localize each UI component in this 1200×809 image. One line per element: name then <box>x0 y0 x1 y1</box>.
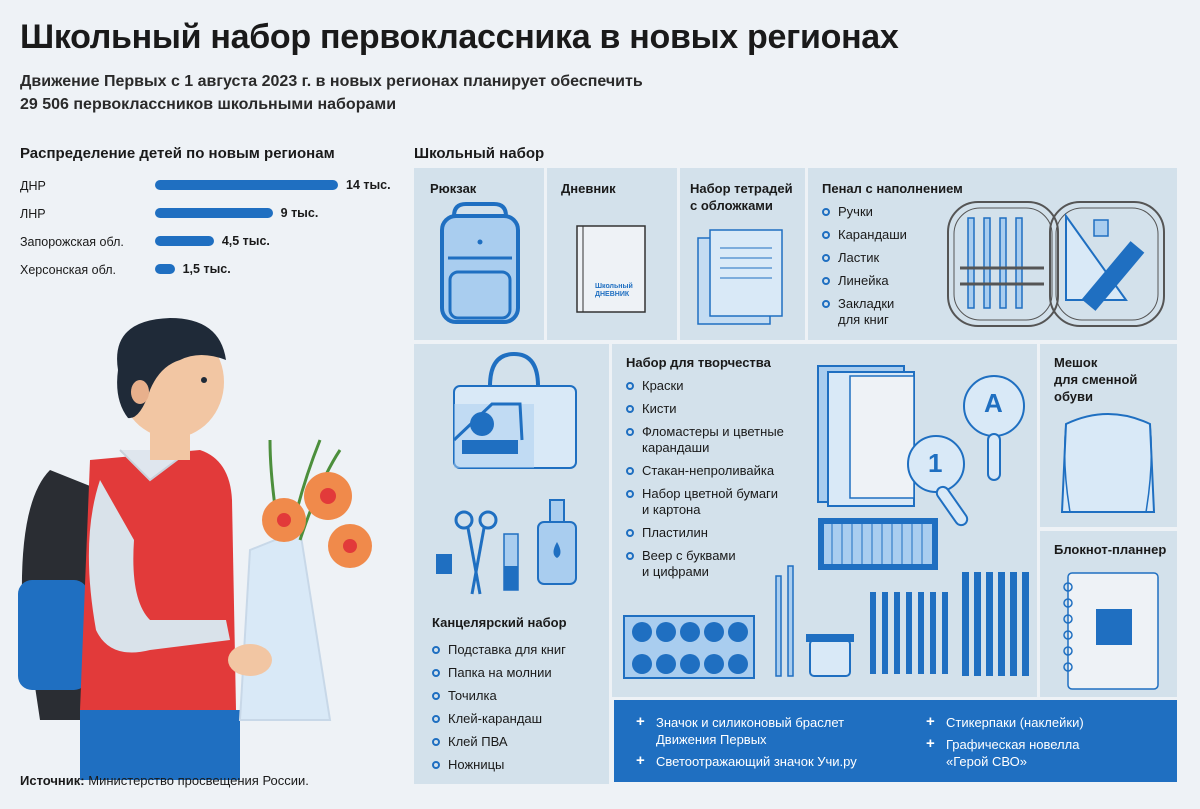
list-item: Подставка для книг <box>432 642 566 658</box>
list-item: Клей-карандаш <box>432 711 566 727</box>
shoe-bag-label-3: обуви <box>1054 389 1094 404</box>
list-item: Ластик <box>822 250 907 266</box>
list-item: Краски <box>626 378 784 394</box>
extra-item-3 <box>926 714 1084 731</box>
region-value: 9 тыс. <box>280 206 319 220</box>
diary-label: Дневник <box>561 181 616 196</box>
extra-item-1-line-2: Движения Первых <box>656 732 767 747</box>
list-item: Кисти <box>626 401 784 417</box>
source-label: Источник: <box>20 773 85 788</box>
list-item: Ручки <box>822 204 907 220</box>
plus-icon: + <box>926 735 935 752</box>
list-item: Закладки для книг <box>822 296 907 328</box>
diary-icon <box>547 168 677 340</box>
boy-with-flowers-illustration <box>0 300 400 780</box>
notebooks-label-2: с обложками <box>690 198 773 213</box>
diary-cover-line-1: Школьный <box>595 283 633 290</box>
region-bar <box>155 236 214 246</box>
card-planner <box>1040 531 1177 697</box>
region-bar-row <box>20 179 410 193</box>
backpack-label: Рюкзак <box>430 181 477 196</box>
extra-item-2-text: Светоотражающий значок Учи.ру <box>656 754 857 769</box>
kit-title: Школьный набор <box>414 145 545 162</box>
region-label: Херсонская обл. <box>20 263 116 277</box>
region-bar-row <box>20 207 410 221</box>
pencil-case-title: Пенал с наполнением <box>822 181 963 196</box>
region-bar <box>155 208 273 218</box>
subtitle-line-1: Движение Первых с 1 августа 2023 г. в новых регионах планирует обеспечить <box>20 73 643 90</box>
shoe-bag-label-2: для сменной <box>1054 372 1138 387</box>
page-subtitle <box>20 70 643 116</box>
stationery-icon <box>414 344 609 604</box>
card-notebooks <box>680 168 805 340</box>
shoe-bag-label-1: Мешок <box>1054 355 1098 370</box>
card-shoe-bag <box>1040 344 1177 527</box>
notebooks-icon <box>680 168 805 340</box>
extras-panel <box>614 700 1177 782</box>
list-item: Набор цветной бумаги и картона <box>626 486 784 518</box>
region-bar <box>155 180 338 190</box>
plus-icon: + <box>926 713 935 730</box>
subtitle-line-2: 29 506 первоклассников школьными наборами <box>20 96 397 113</box>
list-item: Линейка <box>822 273 907 289</box>
card-pencil-case <box>808 168 1177 340</box>
list-item: Ножницы <box>432 757 566 773</box>
page-title: Школьный набор первоклассника в новых регионах <box>20 18 899 56</box>
extra-item-2 <box>636 753 857 770</box>
region-value: 1,5 тыс. <box>182 262 231 276</box>
extra-item-3-text: Стикерпаки (наклейки) <box>946 715 1084 730</box>
planner-icon <box>1040 531 1177 697</box>
list-item: Карандаши <box>822 227 907 243</box>
source-text: Министерство просвещения России. <box>84 773 309 788</box>
extra-item-4-line-1: Графическая новелла <box>946 737 1080 752</box>
distribution-title: Распределение детей по новым регионам <box>20 145 335 162</box>
plus-icon: + <box>636 713 645 730</box>
pencil-case-icon <box>808 168 1177 340</box>
list-item: Веер с буквами и цифрами <box>626 548 784 580</box>
backpack-icon <box>414 168 544 340</box>
creativity-title: Набор для творчества <box>626 355 771 370</box>
creativity-icon <box>612 344 1037 697</box>
list-item: Стакан-непроливайка <box>626 463 784 479</box>
list-item: Клей ПВА <box>432 734 566 750</box>
card-stationery <box>414 344 609 784</box>
notebooks-label-1: Набор тетрадей <box>690 181 793 196</box>
region-label: ЛНР <box>20 207 46 221</box>
list-item: Пластилин <box>626 525 784 541</box>
extra-item-1-line-1: Значок и силиконовый браслет <box>656 715 845 730</box>
card-creativity <box>612 344 1037 697</box>
extra-item-4 <box>926 736 1079 770</box>
list-item: Папка на молнии <box>432 665 566 681</box>
fan-digit: 1 <box>928 448 943 478</box>
region-bar-row <box>20 263 410 277</box>
region-value: 14 тыс. <box>346 178 391 192</box>
region-bar <box>155 264 175 274</box>
region-value: 4,5 тыс. <box>221 234 270 248</box>
extra-item-4-line-2: «Герой СВО» <box>946 754 1027 769</box>
region-label: Запорожская обл. <box>20 235 124 249</box>
stationery-title: Канцелярский набор <box>432 615 567 630</box>
card-diary <box>547 168 677 340</box>
region-bar-row <box>20 235 410 249</box>
fan-letter: А <box>984 388 1003 418</box>
card-backpack <box>414 168 544 340</box>
extra-item-1 <box>636 714 844 748</box>
list-item: Фломастеры и цветные карандаши <box>626 424 784 456</box>
list-item: Точилка <box>432 688 566 704</box>
plus-icon: + <box>636 752 645 769</box>
diary-cover-text <box>595 283 633 299</box>
planner-label: Блокнот-планнер <box>1054 542 1167 557</box>
shoe-bag-icon <box>1040 344 1177 527</box>
stationery-list <box>432 642 566 780</box>
diary-cover-line-2: ДНЕВНИК <box>595 291 630 298</box>
region-label: ДНР <box>20 179 46 193</box>
source-note <box>20 773 309 788</box>
